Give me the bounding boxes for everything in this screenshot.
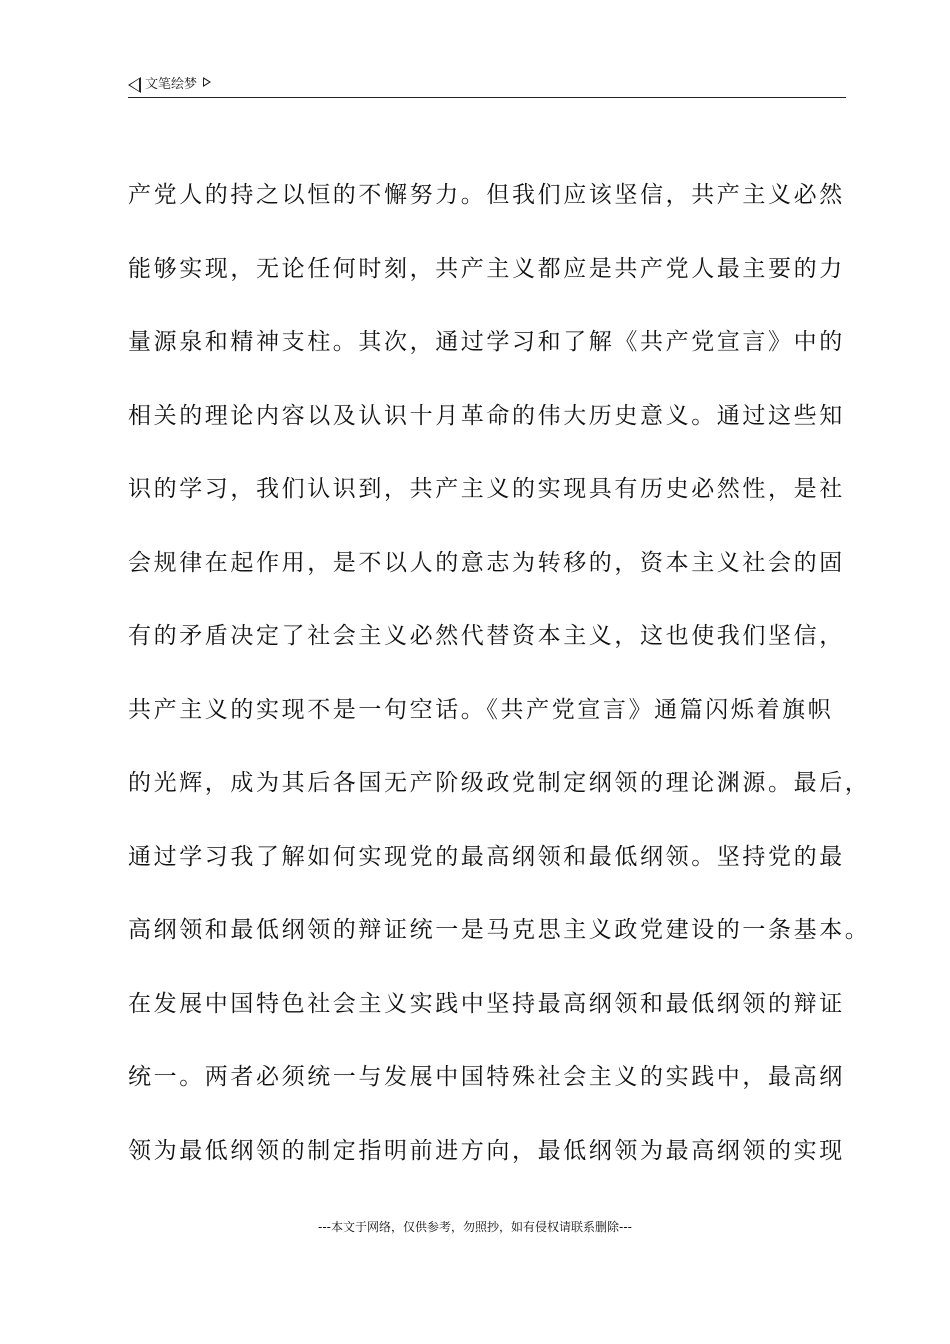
text-line-12: 在发展中国特色社会主义实践中坚持最高纲领和最低纲领的辩证 bbox=[128, 990, 845, 1017]
triangle-left-icon bbox=[128, 77, 141, 93]
text-line-2: 能够实现，无论任何时刻，共产主义都应是共产党人最主要的力 bbox=[128, 255, 845, 282]
text-line-3: 量源泉和精神支柱。其次，通过学习和了解《共产党宣言》中的 bbox=[128, 329, 845, 355]
text-line-1: 产党人的持之以恒的不懈努力。但我们应该坚信，共产主义必然 bbox=[128, 182, 845, 208]
text-line-11: 高纲领和最低纲领的辩证统一是马克思主义政党建设的一条基本。 bbox=[128, 917, 871, 943]
triangle-right-icon bbox=[203, 77, 211, 87]
page-footer: ---本文于网络，仅供参考，勿照抄，如有侵权请联系删除--- bbox=[318, 1220, 632, 1234]
text-line-13: 统一。两者必须统一与发展中国特殊社会主义的实践中，最高纲 bbox=[128, 1064, 845, 1090]
text-line-7: 有的矛盾决定了社会主义必然代替资本主义，这也使我们坚信， bbox=[128, 623, 845, 649]
text-line-8: 共产主义的实现不是一句空话。《共产党宣言》通篇闪烁着旗帜 bbox=[128, 696, 834, 723]
text-line-9: 的光辉，成为其后各国无产阶级政党制定纲领的理论渊源。最后， bbox=[128, 770, 871, 796]
header-brand: 文笔绘梦 bbox=[145, 77, 198, 92]
text-line-4: 相关的理论内容以及认识十月革命的伟大历史意义。通过这些知 bbox=[128, 402, 845, 429]
text-line-6: 会规律在起作用，是不以人的意志为转移的，资本主义社会的固 bbox=[128, 549, 845, 576]
text-line-10: 通过学习我了解如何实现党的最高纲领和最低纲领。坚持党的最 bbox=[128, 843, 845, 870]
body-text bbox=[128, 170, 871, 1199]
page-header bbox=[128, 72, 846, 98]
text-line-5: 识的学习，我们认识到，共产主义的实现具有历史必然性，是社 bbox=[128, 476, 845, 502]
text-line-14: 领为最低纲领的制定指明前进方向，最低纲领为最高纲领的实现 bbox=[128, 1137, 845, 1164]
